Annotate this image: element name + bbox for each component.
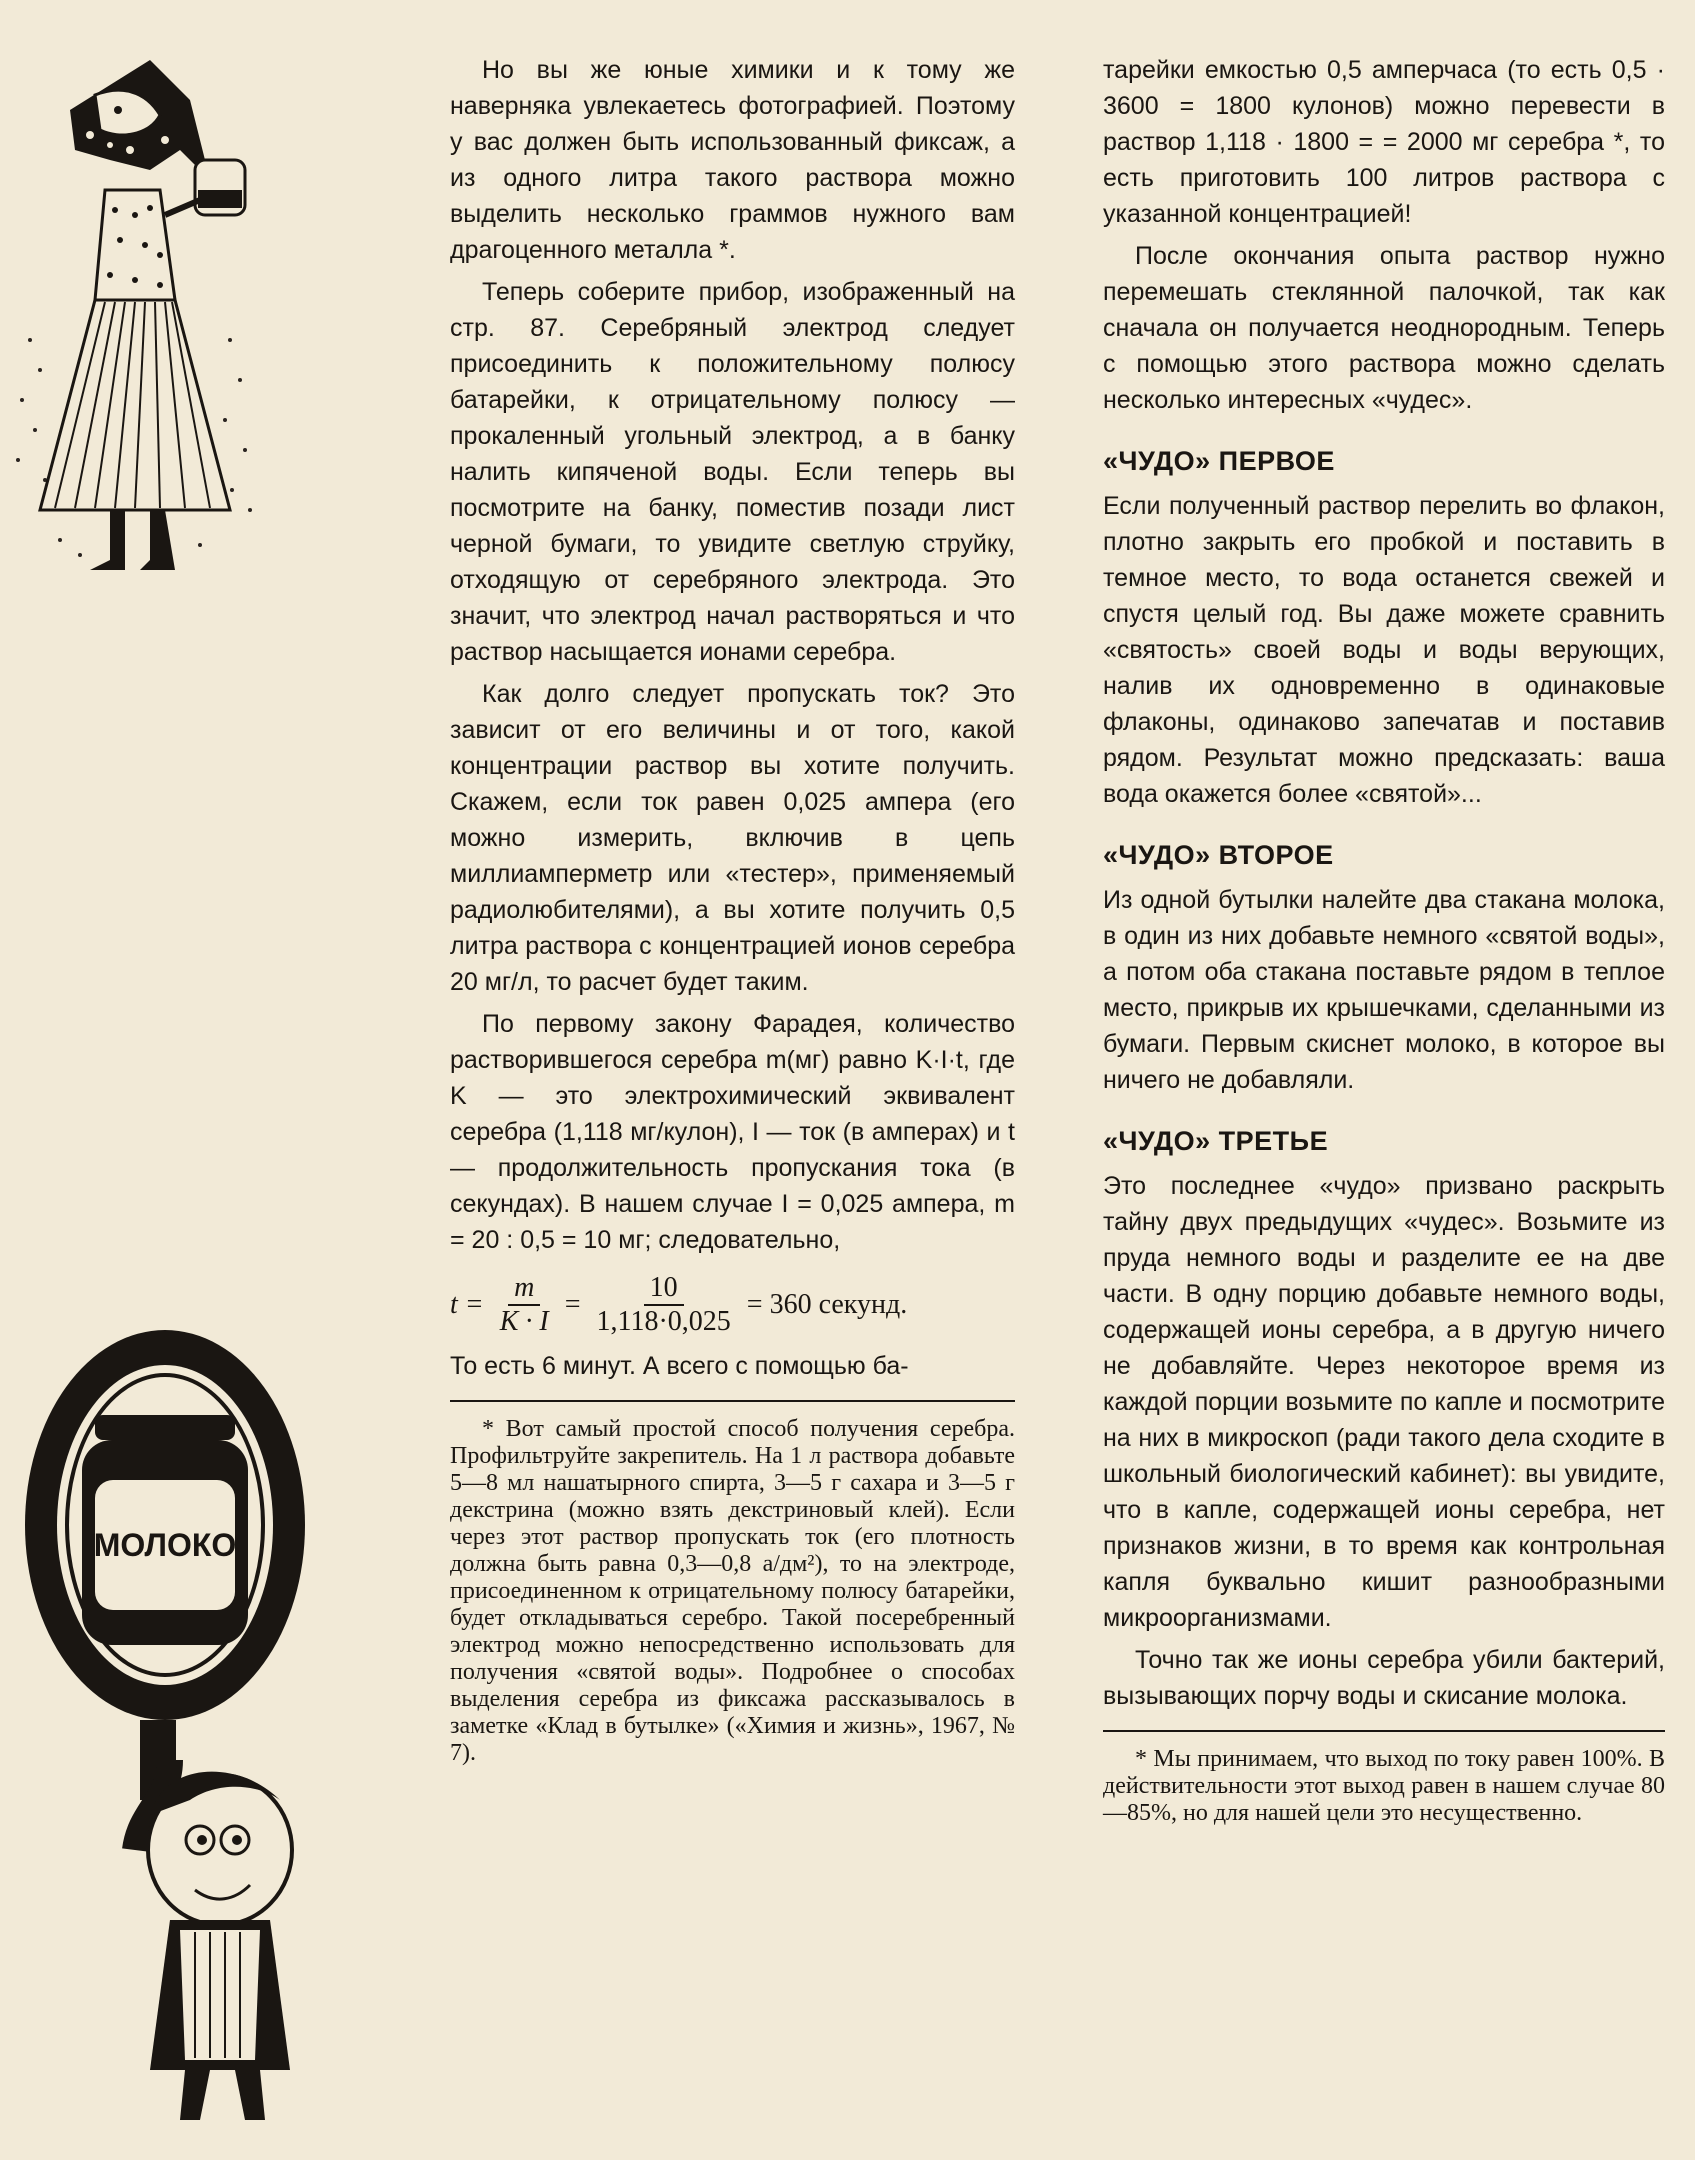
formula-denominator: 1,118·0,025 (596, 1306, 731, 1337)
paragraph: Как долго следует пропускать ток? Это зависит от его величины и от того, какой концентрации раствор вы хотите получить. Скажем, если ток равен 0,025 ампера (его можно измерить, включив в цепь миллиамперметр или «тестер», применяемый радиолюбителями), а вы хотите получить 0,5 литра раствора с концентрацией ионов серебра 20 мг/л, то расчет будет таким. (450, 680, 1015, 996)
formula-fraction-1 (494, 1272, 555, 1338)
right-text-column (1103, 52, 1665, 1827)
paragraph: Это последнее «чудо» призвано раскрыть тайну двух предыдущих «чудес». Возьмите из пруда немного воды и разделите ее на две части. В одну порцию добавьте немного воды, содержащей ионы серебра, а в другую ничего не добавляйте. Через некоторое время из каждой порции возьмите по капле и посмотрите на них в микроскоп (ради такого дела сходите в школьный биологический кабинет): вы увидите, что в капле, содержащей ионы серебра, нет признаков жизни, в то время как контрольная капля буквально кишит разнообразными микроорганизмами. (1103, 1172, 1665, 1632)
section-heading: «ЧУДО» ПЕРВОЕ (1103, 446, 1335, 476)
section-heading: «ЧУДО» ТРЕТЬЕ (1103, 1126, 1329, 1156)
formula-numerator: m (508, 1272, 540, 1306)
formula-denominator: K · I (499, 1306, 549, 1337)
paragraph: Точно так же ионы серебра убили бактерий, вызывающих порчу воды и скисание молока. (1103, 1646, 1665, 1710)
faraday-formula (450, 1272, 1015, 1338)
formula-numerator: 10 (644, 1272, 684, 1306)
paragraph: Но вы же юные химики и к тому же наверняка увлекаетесь фотографией. Поэтому у вас должен быть использованный фиксаж, а из одного литра такого раствора можно выделить несколько граммов нужного вам драгоценного металла *. (450, 56, 1015, 264)
paragraph: Если полученный раствор перелить во флакон, плотно закрыть его пробкой и поставить в темное место, то вода останется свежей и спустя целый год. Вы даже можете сравнить «святость» своей воды и воды верующих, налив их одновременно в одинаковые флаконы, одинаково запечатав и поставив рядом. Результат можно предсказать: ваша вода окажется более «святой»... (1103, 492, 1665, 808)
milk-label: МОЛОКО (93, 1527, 237, 1563)
paragraph: То есть 6 минут. А всего с помощью ба- (450, 1352, 909, 1380)
formula-result: = 360 секунд. (746, 1289, 908, 1320)
section-heading: «ЧУДО» ВТОРОЕ (1103, 840, 1334, 870)
left-text-column (450, 52, 1015, 1767)
boy-with-milk-sign-illustration (20, 1330, 320, 2130)
formula-equals: = (564, 1289, 581, 1320)
paragraph: После окончания опыта раствор нужно перемешать стеклянной палочкой, так как сначала он получается неоднородным. Теперь с помощью этого раствора можно сделать несколько интересных «чудес». (1103, 242, 1665, 414)
footnote-divider (450, 1400, 1015, 1402)
footnote: * Мы принимаем, что выход по току равен 100%. В действительности этот выход равен в нашем случае 80—85%, но для нашей цели это несущественно. (1103, 1746, 1665, 1826)
formula-fraction-2 (590, 1272, 736, 1338)
paragraph: Из одной бутылки налейте два стакана молока, в один из них добавьте немного «святой воды», а потом оба стакана поставьте рядом в теплое место, прикрыв их крышечками, сделанными из бумаги. Первым скиснет молоко, в которое вы ничего не добавляли. (1103, 886, 1665, 1094)
paragraph: тарейки емкостью 0,5 амперчаса (то есть 0,5 · 3600 = 1800 кулонов) можно перевести в раствор 1,118 · 1800 = = 2000 мг серебра *, то есть приготовить 100 литров раствора с указанной концентрацией! (1103, 56, 1665, 228)
footnote: * Вот самый простой способ получения серебра. Профильтруйте закрепитель. На 1 л раствора добавьте 5—8 мл нашатырного спирта, 3—5 г сахара и 3—5 г декстрина (можно взять декстриновый клей). Если через этот раствор пропускать ток (его плотность должна быть равна 0,3—0,8 а/дм²), то на электроде, присоединенном к отрицательному полюсу батарейки, будет откладываться серебро. Такой посеребренный электрод можно непосредственно использовать для получения «святой воды». Подробнее о способах выделения серебра из фиксажа рассказывалось в заметке «Клад в бутылке» («Химия и жизнь», 1967, № 7). (450, 1416, 1015, 1766)
paragraph: По первому закону Фарадея, количество растворившегося серебра m(мг) равно K·I·t, где K — это электрохимический эквивалент серебра (1,118 мг/кулон), I — ток (в амперах) и t — продолжительность пропускания тока (в секундах). В нашем случае I = 0,025 ампера, m = 20 : 0,5 = 10 мг; следовательно, (450, 1010, 1015, 1254)
paragraph: Теперь соберите прибор, изображенный на стр. 87. Серебряный электрод следует присоединить к положительному полюсу батарейки, к отрицательному полюсу — прокаленный угольный электрод, а в банку налить кипяченой воды. Если теперь вы посмотрите на банку, поместив позади лист черной бумаги, то увидите светлую струйку, отходящую от серебряного электрода. Это значит, что электрод начал растворяться и что раствор насыщается ионами серебра. (450, 278, 1015, 666)
formula-lhs: t = (450, 1289, 484, 1320)
footnote-divider (1103, 1730, 1665, 1732)
woman-with-jar-illustration (0, 40, 260, 590)
